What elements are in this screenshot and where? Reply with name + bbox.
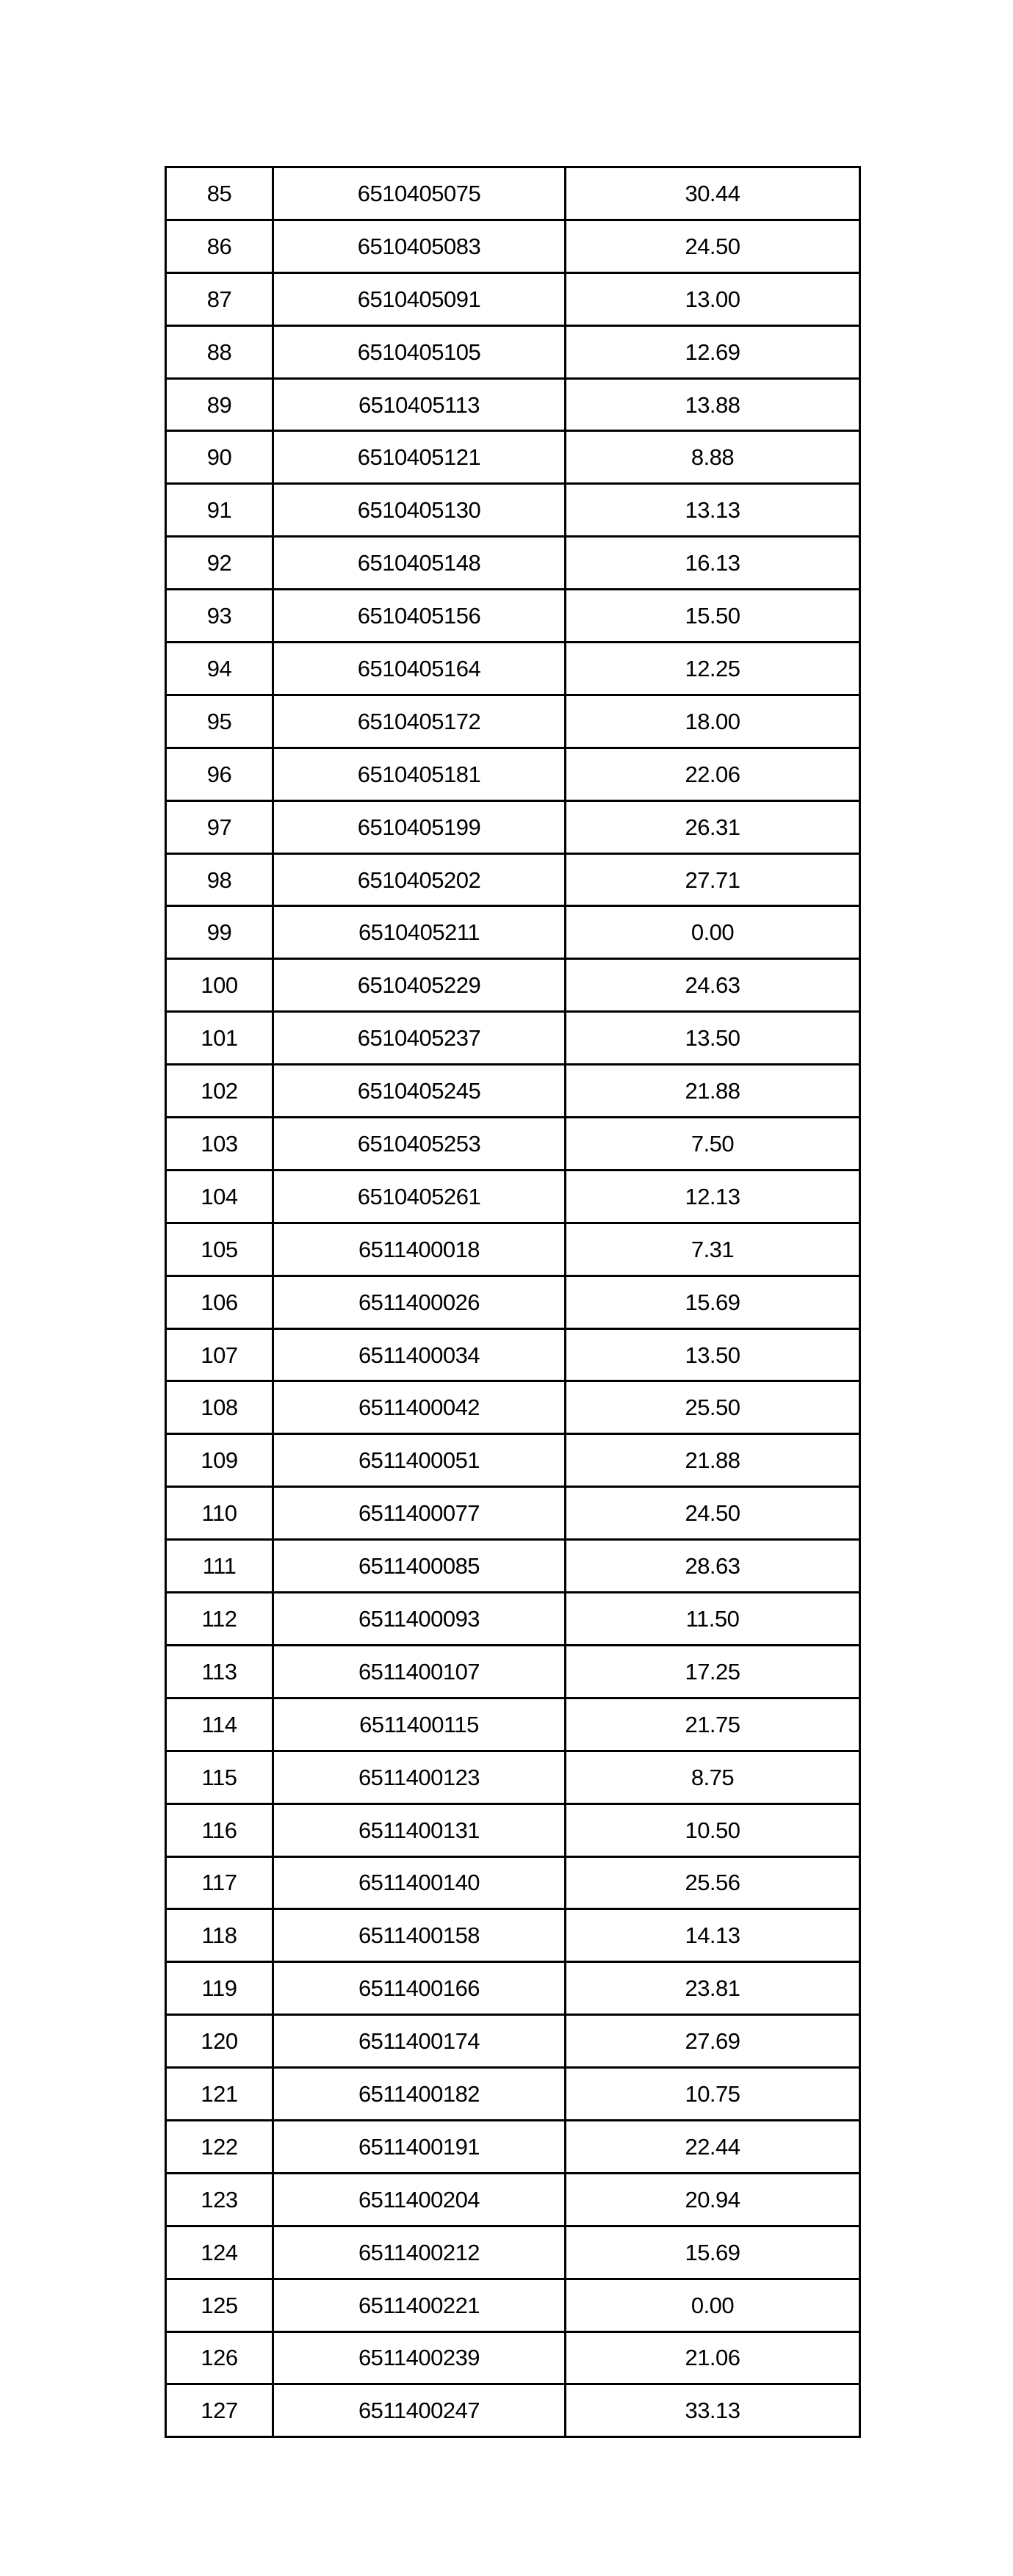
row-number: 96 bbox=[166, 748, 273, 800]
row-number: 120 bbox=[166, 2015, 273, 2068]
table-row bbox=[166, 325, 860, 378]
student-id: 6510405261 bbox=[273, 1170, 566, 1223]
student-id: 6510405105 bbox=[273, 325, 566, 378]
table-row bbox=[166, 2015, 860, 2068]
row-number: 119 bbox=[166, 1962, 273, 2015]
table-row bbox=[166, 378, 860, 431]
score-table bbox=[165, 166, 861, 2438]
row-number: 89 bbox=[166, 378, 273, 431]
row-number: 124 bbox=[166, 2226, 273, 2279]
score-value: 22.44 bbox=[566, 2120, 860, 2173]
table-row bbox=[166, 2384, 860, 2437]
row-number: 122 bbox=[166, 2120, 273, 2173]
table-row bbox=[166, 1593, 860, 1646]
row-number: 109 bbox=[166, 1434, 273, 1487]
row-number: 101 bbox=[166, 1012, 273, 1065]
student-id: 6511400212 bbox=[273, 2226, 566, 2279]
table-row bbox=[166, 2120, 860, 2173]
score-value: 13.00 bbox=[566, 272, 860, 325]
table-row bbox=[166, 1170, 860, 1223]
row-number: 105 bbox=[166, 1223, 273, 1276]
student-id: 6511400026 bbox=[273, 1276, 566, 1328]
table-row bbox=[166, 167, 860, 220]
student-id: 6511400107 bbox=[273, 1645, 566, 1698]
row-number: 103 bbox=[166, 1118, 273, 1171]
row-number: 85 bbox=[166, 167, 273, 220]
student-id: 6510405245 bbox=[273, 1065, 566, 1118]
score-value: 21.88 bbox=[566, 1434, 860, 1487]
row-number: 117 bbox=[166, 1856, 273, 1909]
score-value: 33.13 bbox=[566, 2384, 860, 2437]
table-row bbox=[166, 484, 860, 537]
row-number: 93 bbox=[166, 590, 273, 643]
row-number: 104 bbox=[166, 1170, 273, 1223]
table-row bbox=[166, 1698, 860, 1751]
student-id: 6511400042 bbox=[273, 1381, 566, 1434]
score-table-body bbox=[166, 167, 860, 2437]
table-row bbox=[166, 2279, 860, 2331]
row-number: 86 bbox=[166, 220, 273, 272]
row-number: 88 bbox=[166, 325, 273, 378]
row-number: 100 bbox=[166, 959, 273, 1012]
table-row bbox=[166, 2173, 860, 2226]
student-id: 6510405121 bbox=[273, 431, 566, 484]
student-id: 6510405202 bbox=[273, 853, 566, 906]
row-number: 108 bbox=[166, 1381, 273, 1434]
student-id: 6510405113 bbox=[273, 378, 566, 431]
student-id: 6511400158 bbox=[273, 1909, 566, 1962]
row-number: 92 bbox=[166, 537, 273, 590]
row-number: 127 bbox=[166, 2384, 273, 2437]
student-id: 6511400140 bbox=[273, 1856, 566, 1909]
student-id: 6510405237 bbox=[273, 1012, 566, 1065]
table-row bbox=[166, 1381, 860, 1434]
row-number: 91 bbox=[166, 484, 273, 537]
student-id: 6510405130 bbox=[273, 484, 566, 537]
score-value: 30.44 bbox=[566, 167, 860, 220]
table-row bbox=[166, 220, 860, 272]
score-value: 24.50 bbox=[566, 1487, 860, 1540]
table-row bbox=[166, 1487, 860, 1540]
student-id: 6510405181 bbox=[273, 748, 566, 800]
score-value: 28.63 bbox=[566, 1540, 860, 1593]
table-row bbox=[166, 1909, 860, 1962]
row-number: 95 bbox=[166, 695, 273, 748]
row-number: 114 bbox=[166, 1698, 273, 1751]
score-value: 12.13 bbox=[566, 1170, 860, 1223]
student-id: 6510405229 bbox=[273, 959, 566, 1012]
row-number: 115 bbox=[166, 1751, 273, 1803]
student-id: 6510405156 bbox=[273, 590, 566, 643]
score-value: 15.69 bbox=[566, 2226, 860, 2279]
student-id: 6511400204 bbox=[273, 2173, 566, 2226]
student-id: 6511400093 bbox=[273, 1593, 566, 1646]
student-id: 6511400115 bbox=[273, 1698, 566, 1751]
student-id: 6510405148 bbox=[273, 537, 566, 590]
student-id: 6511400166 bbox=[273, 1962, 566, 2015]
student-id: 6511400018 bbox=[273, 1223, 566, 1276]
student-id: 6511400051 bbox=[273, 1434, 566, 1487]
score-value: 12.25 bbox=[566, 643, 860, 695]
row-number: 90 bbox=[166, 431, 273, 484]
student-id: 6511400191 bbox=[273, 2120, 566, 2173]
student-id: 6511400123 bbox=[273, 1751, 566, 1803]
row-number: 94 bbox=[166, 643, 273, 695]
row-number: 123 bbox=[166, 2173, 273, 2226]
row-number: 118 bbox=[166, 1909, 273, 1962]
table-row bbox=[166, 959, 860, 1012]
score-value: 0.00 bbox=[566, 906, 860, 959]
score-value: 10.50 bbox=[566, 1803, 860, 1856]
row-number: 121 bbox=[166, 2068, 273, 2121]
table-row bbox=[166, 1065, 860, 1118]
student-id: 6510405164 bbox=[273, 643, 566, 695]
row-number: 116 bbox=[166, 1803, 273, 1856]
score-value: 24.63 bbox=[566, 959, 860, 1012]
student-id: 6511400034 bbox=[273, 1328, 566, 1381]
table-row bbox=[166, 1223, 860, 1276]
table-row bbox=[166, 1751, 860, 1803]
score-value: 13.50 bbox=[566, 1328, 860, 1381]
table-row bbox=[166, 1856, 860, 1909]
table-row bbox=[166, 1012, 860, 1065]
score-value: 24.50 bbox=[566, 220, 860, 272]
row-number: 125 bbox=[166, 2279, 273, 2331]
score-value: 23.81 bbox=[566, 1962, 860, 2015]
student-id: 6511400247 bbox=[273, 2384, 566, 2437]
score-value: 15.50 bbox=[566, 590, 860, 643]
student-id: 6510405091 bbox=[273, 272, 566, 325]
student-id: 6511400077 bbox=[273, 1487, 566, 1540]
score-value: 27.71 bbox=[566, 853, 860, 906]
student-id: 6511400131 bbox=[273, 1803, 566, 1856]
score-value: 21.75 bbox=[566, 1698, 860, 1751]
score-value: 8.75 bbox=[566, 1751, 860, 1803]
row-number: 112 bbox=[166, 1593, 273, 1646]
score-value: 13.50 bbox=[566, 1012, 860, 1065]
row-number: 110 bbox=[166, 1487, 273, 1540]
table-row bbox=[166, 2331, 860, 2384]
student-id: 6510405199 bbox=[273, 800, 566, 853]
table-row bbox=[166, 853, 860, 906]
row-number: 98 bbox=[166, 853, 273, 906]
student-id: 6511400174 bbox=[273, 2015, 566, 2068]
student-id: 6510405172 bbox=[273, 695, 566, 748]
student-id: 6510405083 bbox=[273, 220, 566, 272]
score-value: 7.50 bbox=[566, 1118, 860, 1171]
table-row bbox=[166, 272, 860, 325]
row-number: 113 bbox=[166, 1645, 273, 1698]
row-number: 102 bbox=[166, 1065, 273, 1118]
row-number: 87 bbox=[166, 272, 273, 325]
table-row bbox=[166, 2226, 860, 2279]
score-value: 16.13 bbox=[566, 537, 860, 590]
table-row bbox=[166, 1328, 860, 1381]
table-row bbox=[166, 695, 860, 748]
score-value: 0.00 bbox=[566, 2279, 860, 2331]
row-number: 107 bbox=[166, 1328, 273, 1381]
student-id: 6510405075 bbox=[273, 167, 566, 220]
score-value: 27.69 bbox=[566, 2015, 860, 2068]
table-row bbox=[166, 1118, 860, 1171]
student-id: 6511400239 bbox=[273, 2331, 566, 2384]
student-id: 6510405211 bbox=[273, 906, 566, 959]
score-value: 12.69 bbox=[566, 325, 860, 378]
table-row bbox=[166, 537, 860, 590]
score-value: 22.06 bbox=[566, 748, 860, 800]
score-value: 17.25 bbox=[566, 1645, 860, 1698]
score-value: 15.69 bbox=[566, 1276, 860, 1328]
score-value: 13.88 bbox=[566, 378, 860, 431]
row-number: 99 bbox=[166, 906, 273, 959]
score-value: 21.06 bbox=[566, 2331, 860, 2384]
table-row bbox=[166, 590, 860, 643]
score-value: 25.56 bbox=[566, 1856, 860, 1909]
table-row bbox=[166, 1540, 860, 1593]
table-row bbox=[166, 748, 860, 800]
score-value: 14.13 bbox=[566, 1909, 860, 1962]
score-value: 20.94 bbox=[566, 2173, 860, 2226]
table-row bbox=[166, 2068, 860, 2121]
student-id: 6510405253 bbox=[273, 1118, 566, 1171]
table-row bbox=[166, 1962, 860, 2015]
table-row bbox=[166, 1434, 860, 1487]
score-value: 13.13 bbox=[566, 484, 860, 537]
score-value: 8.88 bbox=[566, 431, 860, 484]
table-row bbox=[166, 1276, 860, 1328]
score-value: 25.50 bbox=[566, 1381, 860, 1434]
table-row bbox=[166, 643, 860, 695]
table-row bbox=[166, 431, 860, 484]
score-value: 10.75 bbox=[566, 2068, 860, 2121]
row-number: 111 bbox=[166, 1540, 273, 1593]
table-row bbox=[166, 1645, 860, 1698]
score-value: 7.31 bbox=[566, 1223, 860, 1276]
table-row bbox=[166, 800, 860, 853]
score-value: 26.31 bbox=[566, 800, 860, 853]
score-value: 18.00 bbox=[566, 695, 860, 748]
score-value: 11.50 bbox=[566, 1593, 860, 1646]
student-id: 6511400221 bbox=[273, 2279, 566, 2331]
table-row bbox=[166, 906, 860, 959]
row-number: 97 bbox=[166, 800, 273, 853]
student-id: 6511400085 bbox=[273, 1540, 566, 1593]
table-row bbox=[166, 1803, 860, 1856]
score-value: 21.88 bbox=[566, 1065, 860, 1118]
student-id: 6511400182 bbox=[273, 2068, 566, 2121]
row-number: 126 bbox=[166, 2331, 273, 2384]
row-number: 106 bbox=[166, 1276, 273, 1328]
